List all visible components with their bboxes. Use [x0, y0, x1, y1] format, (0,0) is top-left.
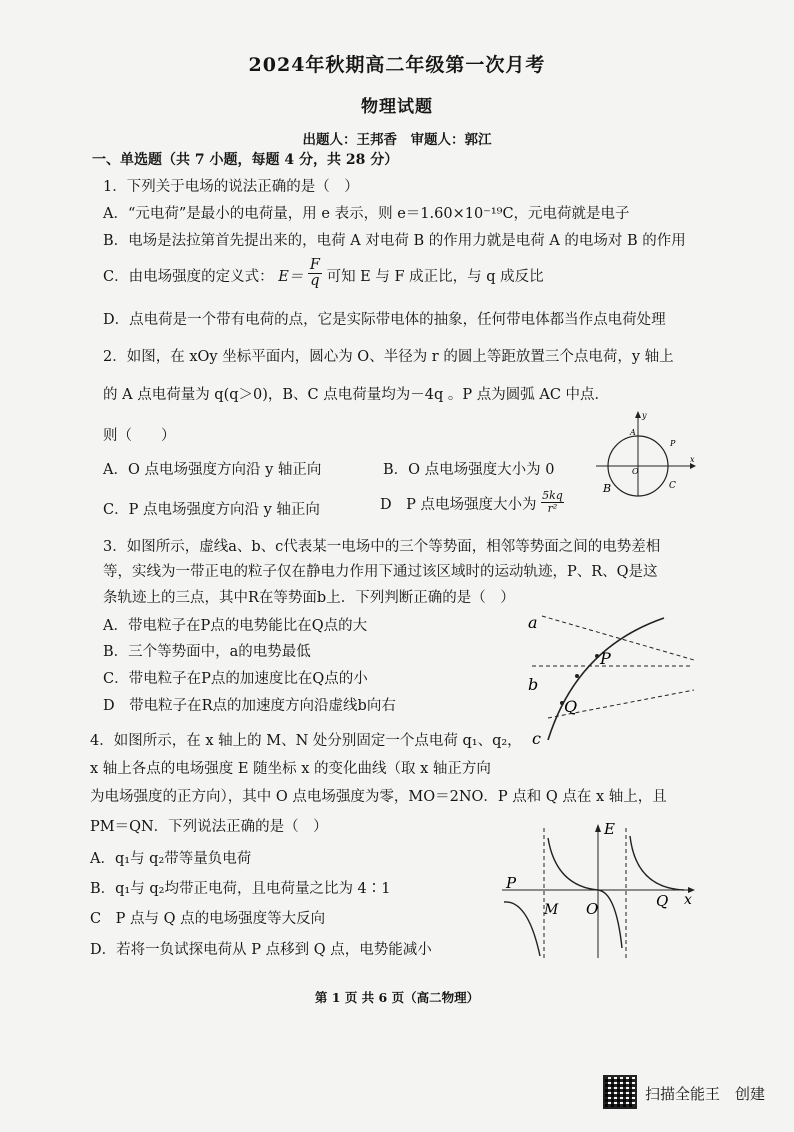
q1-option-d: D．点电荷是一个带有电荷的点，它是实际带电体的抽象，任何带电体都当作点电荷处理 — [103, 312, 666, 328]
section-heading: 一、单选题（共 7 小题，每题 4 分，共 28 分） — [92, 152, 399, 168]
page-footer: 第 1 页 共 6 页（高二物理） — [314, 990, 480, 1005]
q2-option-c: C．P 点电场强度方向沿 y 轴正向 — [103, 502, 320, 518]
q4-stem-line4: PM＝QN．下列说法正确的是（ ） — [90, 819, 328, 835]
q4-field-curve-figure — [498, 818, 698, 963]
q2-fig-label-c: C — [669, 481, 676, 491]
q4-fig-label-x: x — [684, 892, 692, 908]
q2-stem-line1: 2．如图，在 xOy 坐标平面内，圆心为 O、半径为 r 的圆上等距放置三个点电荷，y 轴上 — [103, 349, 674, 365]
q3-fig-label-p: P — [600, 649, 611, 668]
q1-stem: 1．下列关于电场的说法正确的是（ ） — [103, 179, 359, 195]
q1-c-prefix: C．由电场强度的定义式： — [103, 269, 274, 285]
q2-d-denominator: r² — [547, 501, 558, 515]
q2-d-prefix: D P 点电场强度大小为 — [380, 497, 537, 513]
q3-option-a: A．带电粒子在P点的电势能比在Q点的大 — [103, 618, 368, 634]
q3-trajectory-figure — [522, 608, 700, 748]
q2-fig-label-o: O — [632, 467, 639, 476]
q2-option-d — [380, 488, 564, 515]
q1-option-c — [103, 256, 544, 289]
q4-fig-label-p: P — [506, 874, 517, 892]
q1-option-b: B．电场是法拉第首先提出来的，电荷 A 对电荷 B 的作用力就是电荷 A 的电场对 B 的作用 — [103, 233, 686, 249]
scanner-watermark: 扫描全能王 创建 — [645, 1085, 766, 1103]
q3-stem-line1: 3．如图所示，虚线a、b、c代表某一电场中的三个等势面，相邻等势面之间的电势差相 — [103, 539, 661, 555]
q4-fig-label-q: Q — [656, 892, 669, 910]
q4-fig-label-e: E — [604, 820, 615, 838]
q3-fig-label-q: Q — [564, 697, 578, 716]
q4-option-b: B．q₁与 q₂均带正电荷，且电荷量之比为 4∶1 — [90, 881, 391, 897]
q3-stem-line3: 条轨迹上的三点，其中R在等势面b上．下列判断正确的是（ ） — [103, 590, 515, 606]
q2-option-a: A．O 点电场强度方向沿 y 轴正向 — [103, 462, 322, 478]
q2-fig-label-b: B — [603, 482, 612, 495]
q1-c-formula-lhs: E＝ — [278, 269, 304, 285]
q2-d-fraction — [541, 490, 564, 515]
q1-c-denominator: q — [310, 272, 320, 289]
q4-stem-line2: x 轴上各点的电场强度 E 随坐标 x 的变化曲线（取 x 轴正方向 — [90, 761, 491, 777]
q1-c-fraction — [308, 258, 322, 289]
q3-option-b: B．三个等势面中，a的电势最低 — [103, 644, 311, 660]
q2-fig-label-a: A — [630, 428, 636, 437]
q4-option-c: C P 点与 Q 点的电场强度等大反向 — [90, 911, 326, 927]
qr-code-icon — [603, 1075, 637, 1109]
q3-option-d: D 带电粒子在R点的加速度方向沿虚线b向右 — [103, 698, 396, 714]
q3-fig-label-b: b — [528, 675, 539, 694]
q2-fig-label-p: P — [670, 439, 676, 448]
q3-fig-label-a: a — [528, 613, 538, 632]
q2-circle-figure — [590, 408, 700, 498]
authors-line: 出题人：王邦香 审题人：郭江 — [302, 132, 492, 148]
q4-option-d: D．若将一负试探电荷从 P 点移到 Q 点，电势能减小 — [90, 942, 432, 958]
q1-c-suffix: 可知 E 与 F 成正比，与 q 成反比 — [326, 269, 544, 285]
q3-option-c: C．带电粒子在P点的加速度比在Q点的小 — [103, 671, 368, 687]
q4-fig-label-o: O — [586, 900, 599, 918]
q2-option-b: B．O 点电场强度大小为 0 — [383, 462, 555, 478]
q2-stem-line3: 则（ ） — [103, 428, 176, 444]
q4-stem-line1: 4．如图所示，在 x 轴上的 M、N 处分别固定一个点电荷 q₁、q₂， — [90, 733, 522, 749]
q4-stem-line3: 为电场强度的正方向），其中 O 点电场强度为零，MO＝2NO．P 点和 Q 点在 x 轴上，且 — [90, 789, 667, 805]
q4-fig-label-m: M — [544, 902, 559, 918]
q2-d-numerator: 5kq — [542, 488, 563, 502]
q2-stem-line2: 的 A 点电荷量为 q(q＞0)，B、C 点电荷量均为－4q 。P 点为圆弧 AC 中点． — [103, 387, 610, 403]
q2-fig-label-x: x — [690, 455, 695, 464]
subject-title: 物理试题 — [361, 97, 433, 117]
q2-fig-label-y: y — [642, 411, 647, 420]
q3-fig-label-c: c — [532, 729, 541, 748]
q3-stem-line2: 等，实线为一带正电的粒子仅在静电力作用下通过该区域时的运动轨迹，P、R、Q是这 — [103, 564, 658, 580]
q1-c-numerator: F — [309, 256, 320, 273]
q4-option-a: A．q₁与 q₂带等量负电荷 — [90, 851, 252, 867]
exam-title: 2024年秋期高二年级第一次月考 — [248, 54, 546, 76]
q1-option-a: A．“元电荷”是最小的电荷量，用 e 表示，则 e＝1.60×10⁻¹⁹C，元电荷就是电子 — [103, 206, 630, 222]
